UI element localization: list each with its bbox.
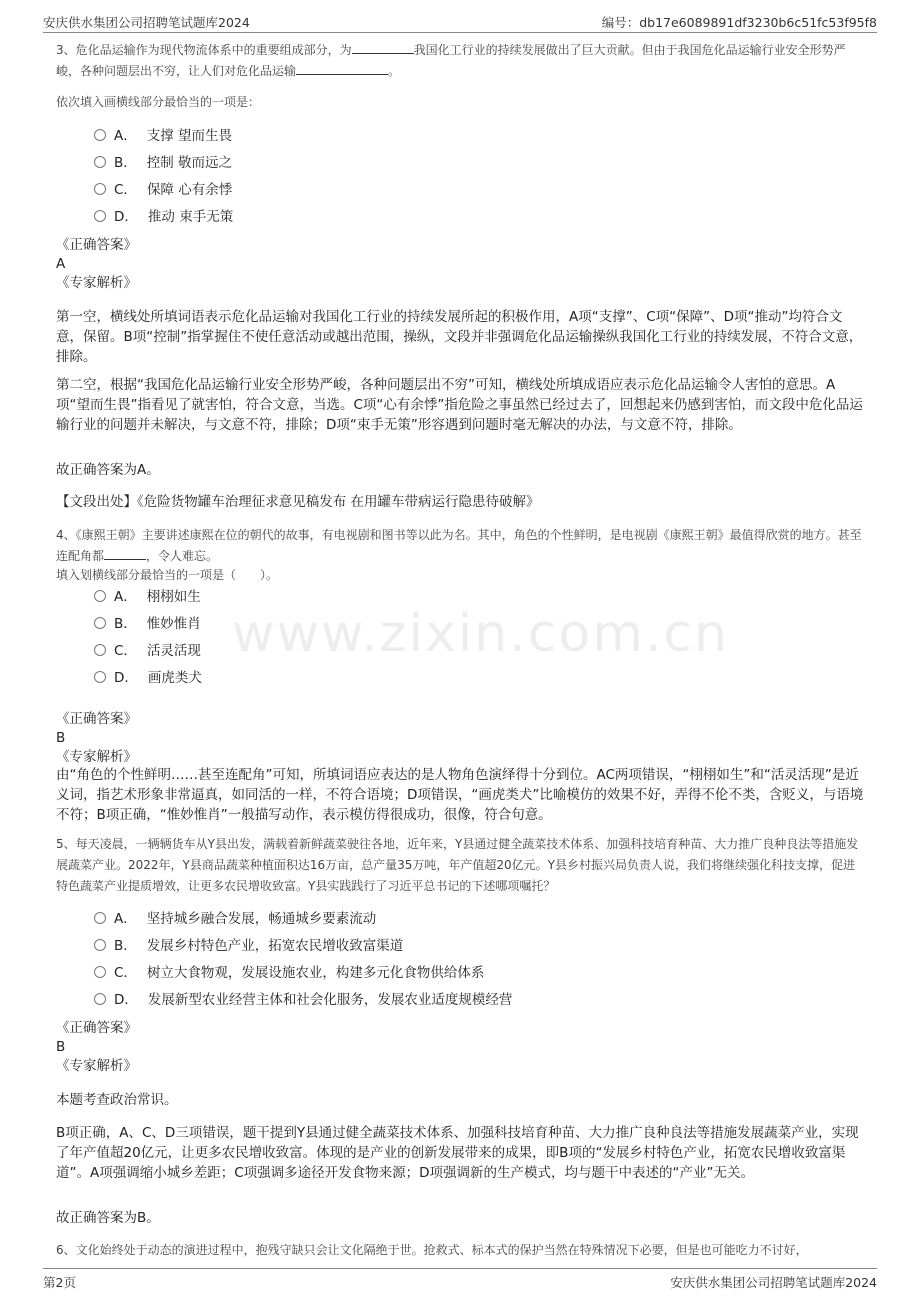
page-footer: [43, 1268, 877, 1293]
radio-icon[interactable]: [94, 671, 106, 683]
q3-option-b[interactable]: B． 控制 敬而远之: [94, 153, 232, 173]
q5-answer: B: [56, 1039, 66, 1055]
q3-option-d[interactable]: D． 推动 束手无策: [94, 207, 233, 227]
q5-option-a[interactable]: A． 坚持城乡融合发展，畅通城乡要素流动: [94, 909, 376, 929]
q6-stem: 6、文化始终处于动态的演进过程中，抱残守缺只会让文化隔绝于世。抢救式、标本式的保护当然在特殊情况下必要，但是也可能吃力不讨好，: [56, 1243, 808, 1257]
q3-option-a[interactable]: A． 支撑 望而生畏: [94, 126, 232, 146]
q4-stem: 4、《康熙王朝》主要讲述康熙在位的朝代的故事，有电视剧和图书等以此为名。其中，角色的个性鲜明，是电视剧《康熙王朝》最值得欣赏的地方。甚至连配角都 ，令人难忘。: [56, 528, 862, 563]
q5-analysis-p1: 本题考查政治常识。: [56, 1092, 178, 1108]
q3-stem: 3、危化品运输作为现代物流体系中的重要组成部分，为 我国化工行业的持续发展做出了巨大贡献。但由于我国危化品运输行业安全形势严峻，各种问题层出不穷，让人们对危化品运输 。: [56, 43, 846, 78]
header-doc-id: 编号：db17e6089891df3230b6c51fc53f95f8: [601, 15, 877, 30]
q3-analysis-p3: 故正确答案为A。: [56, 462, 160, 478]
q5-analysis-label: 《专家解析》: [56, 1058, 137, 1074]
radio-icon[interactable]: [94, 617, 106, 629]
q4-option-c[interactable]: C． 活灵活现: [94, 641, 201, 661]
q3-analysis-p1: 第一空，横线处所填词语表示危化品运输对我国化工行业的持续发展所起的积极作用，A项“支撑”、C项“保障”、D项“推动”均符合文意，保留。B项“控制”指掌握住不使任意活动或越出范围，操纵，文段并非强调危化品运输操纵我国化工行业的持续发展，不符合文意，排除。: [56, 309, 863, 365]
radio-icon[interactable]: [94, 156, 106, 168]
q5-answer-label: 《正确答案》: [56, 1020, 137, 1036]
q5-stem: 5、每天凌晨，一辆辆货车从Y县出发，满载着新鲜蔬菜驶往各地，近年来，Y县通过健全蔬菜技术体系、加强科技培育种苗、大力推广良种良法等措施发展蔬菜产业。2022年，Y县商品蔬菜种植面积达16万亩，总产量35万吨，年产值超20亿元。Y县乡村振兴局负责人说，我们将继续强化科技支撑，促进特色蔬菜产业提质增效，让更多农民增收致富。Y县实践践行了习近平总书记的下述哪项嘱托？: [56, 837, 859, 893]
q4-option-d[interactable]: D． 画虎类犬: [94, 668, 202, 688]
radio-icon[interactable]: [94, 912, 106, 924]
q3-instruction: 依次填入画横线部分最恰当的一项是：: [56, 95, 261, 109]
q5-analysis-p2: B项正确，A、C、D三项错误，题干提到Y县通过健全蔬菜技术体系、加强科技培育种苗、大力推广良种良法等措施发展蔬菜产业，实现了年产值超20亿元，让更多农民增收致富。体现的是产业的创新发展带来的成果，即B项的“发展乡村特色产业，拓宽农民增收致富渠道”。A项强调缩小城乡差距；C项强调多途径开发食物来源；D项强调新的生产模式，均与题干中表述的“产业”无关。: [56, 1125, 859, 1181]
radio-icon[interactable]: [94, 966, 106, 978]
q4-option-b[interactable]: B． 惟妙惟肖: [94, 614, 201, 634]
q4-answer-label: 《正确答案》: [56, 711, 137, 727]
q4-analysis-p1: 由“角色的个性鲜明……甚至连配角”可知，所填词语应表达的是人物角色演绎得十分到位。AC两项错误，“栩栩如生”和“活灵活现”是近义词，指艺术形象非常逼真，如同活的一样，不符合语境；D项错误，“画虎类犬”比喻模仿的效果不好，弄得不伦不类，含贬义，与语境不符；B项正确，“惟妙惟肖”一般描写动作，表示模仿得很成功，很像，符合句意。: [56, 767, 864, 823]
page-header: [43, 10, 877, 33]
radio-icon[interactable]: [94, 183, 106, 195]
q5-option-b[interactable]: B． 发展乡村特色产业，拓宽农民增收致富渠道: [94, 936, 403, 956]
radio-icon[interactable]: [94, 644, 106, 656]
q5-option-d[interactable]: D． 发展新型农业经营主体和社会化服务，发展农业适度规模经营: [94, 990, 512, 1010]
page-number: 第2页: [43, 1275, 76, 1290]
q4-answer: B: [56, 730, 66, 746]
q3-option-c[interactable]: C． 保障 心有余悸: [94, 180, 232, 200]
q3-source: 【文段出处】《危险货物罐车治理征求意见稿发布 在用罐车带病运行隐患待破解》: [56, 494, 540, 510]
radio-icon[interactable]: [94, 210, 106, 222]
q4-analysis-label: 《专家解析》: [56, 749, 137, 765]
q3-analysis-p2: 第二空，根据“我国危化品运输行业安全形势严峻，各种问题层出不穷”可知，横线处所填成语应表示危化品运输令人害怕的意思。A项“望而生畏”指看见了就害怕，符合文意，当选。C项“心有余悸”指危险之事虽然已经过去了，回想起来仍感到害怕，而文段中危化品运输行业的问题并未解决，与文意不符，排除；D项“束手无策”形容遇到问题时毫无解决的办法，与文意不符，排除。: [56, 377, 863, 433]
footer-title: 安庆供水集团公司招聘笔试题库2024: [670, 1275, 877, 1290]
q4-option-a[interactable]: A． 栩栩如生: [94, 587, 201, 607]
radio-icon[interactable]: [94, 939, 106, 951]
q3-answer: A: [56, 256, 66, 272]
q5-analysis-p3: 故正确答案为B。: [56, 1210, 160, 1226]
header-title: 安庆供水集团公司招聘笔试题库2024: [43, 15, 250, 30]
q3-analysis-label: 《专家解析》: [56, 275, 137, 291]
radio-icon[interactable]: [94, 993, 106, 1005]
q5-option-c[interactable]: C． 树立大食物观，发展设施农业，构建多元化食物供给体系: [94, 963, 484, 983]
radio-icon[interactable]: [94, 129, 106, 141]
watermark: www.zixin.com.cn: [232, 604, 729, 664]
q4-instruction: 填入划横线部分最恰当的一项是（ ）。: [56, 568, 279, 582]
radio-icon[interactable]: [94, 590, 106, 602]
q3-answer-label: 《正确答案》: [56, 237, 137, 253]
